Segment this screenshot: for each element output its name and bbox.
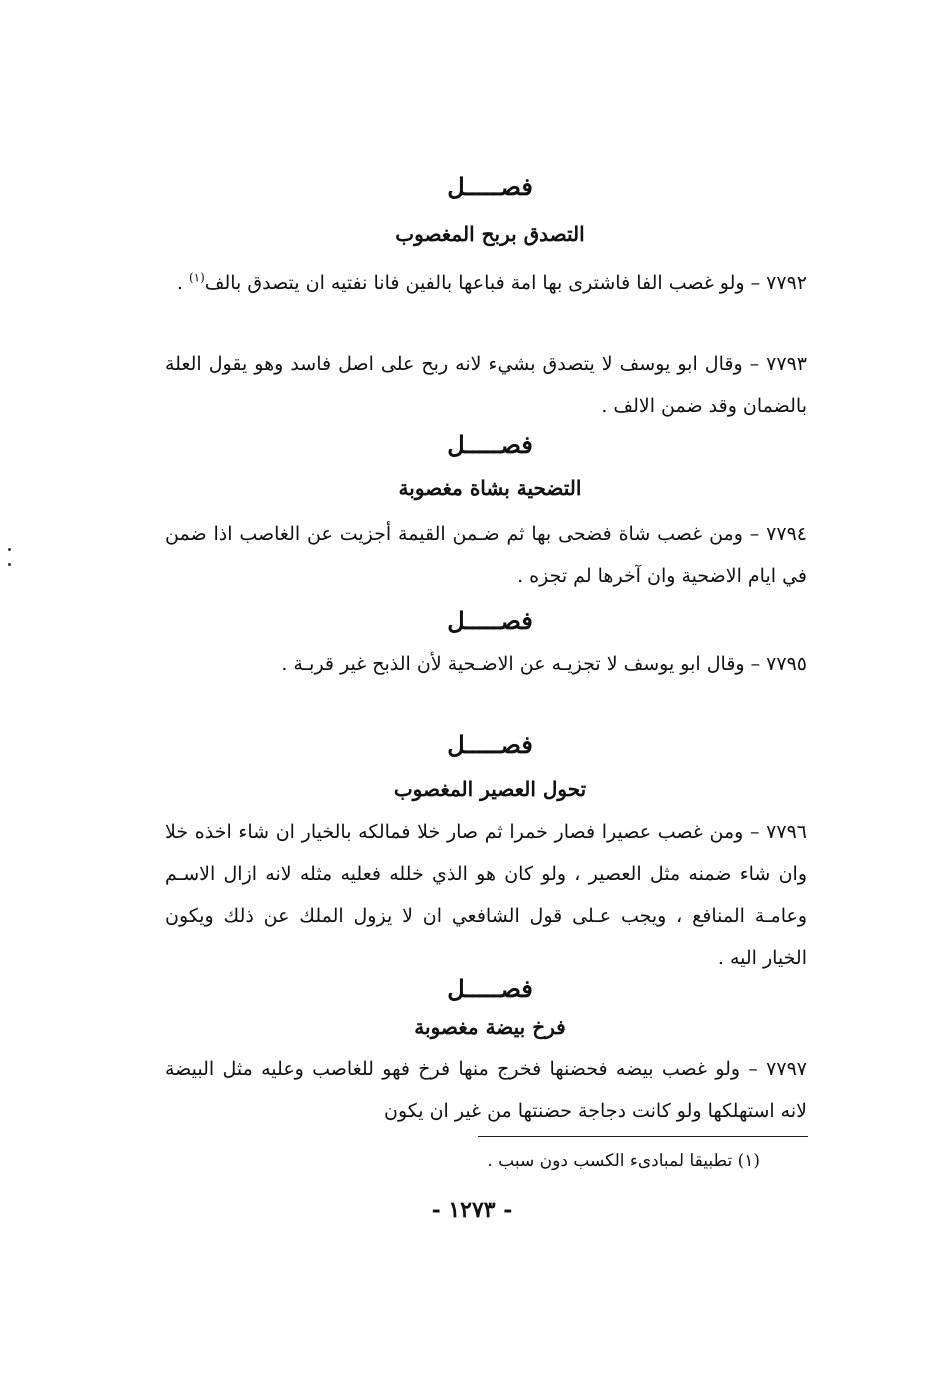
- footnote-ref-1: (١): [188, 270, 205, 285]
- paragraph-7793: ٧٧٩٣ – وقال ابو يوسف لا يتصدق بشيء لانه ربح على اصل فاسد وهو يقول العلة بالضمان وقد ضمن الالف .: [165, 353, 807, 417]
- paragraph-7792-text: ٧٧٩٢ – ولو غصب الفا فاشترى بها امة فباعها بالفين فانا نفتيه ان يتصدق بالف: [204, 272, 807, 294]
- section-subtitle-4: تحول العصير المغصوب: [393, 777, 587, 801]
- section-subtitle-2: التضحية بشاة مغصوبة: [398, 476, 582, 500]
- section-subtitle-1: التصدق بربح المغصوب: [395, 222, 585, 246]
- paragraph-7792-tail: .: [176, 272, 189, 294]
- footnote-1: (١) تطبيقا لمبادىء الكسب دون سبب .: [487, 1151, 760, 1171]
- section-heading-3: فصـــــل: [447, 606, 533, 635]
- scan-speck: [8, 548, 11, 551]
- paragraph-7792: [165, 262, 807, 304]
- section-subtitle-5: فرخ بيضة مغصوبة: [414, 1015, 566, 1039]
- paragraph-7797: ٧٧٩٧ – ولو غصب بيضه فحضنها فخرج منها فرخ فهو للغاصب وعليه مثل البيضة لانه استهلكها ولو كانت دجاجة حضنتها من غير ان يكون: [165, 1058, 807, 1122]
- scan-speck: [8, 563, 11, 566]
- paragraph-7796: ٧٧٩٦ – ومن غصب عصيرا فصار خمرا ثم صار خلا فمالكه بالخيار ان شاء اخذه خلا وان شاء ضمنه مثل العصير ، ولو كان هو الذي خلله فعليه مثله لانه ازال الاسـم وعامـة المنافع ، ويجب عـلى قول الشافعي ان لا يزول الملك عن ذلك ويكون الخيار اليه .: [165, 821, 807, 969]
- page-number: - ١٢٧٣ -: [431, 1197, 513, 1223]
- section-heading-4: فصـــــل: [447, 730, 533, 759]
- footnote-divider: [478, 1136, 808, 1137]
- section-heading-2: فصـــــل: [447, 430, 533, 459]
- paragraph-7794: ٧٧٩٤ – ومن غصب شاة فضحى بها ثم ضـمن القيمة أجزيت عن الغاصب اذا ضمن في ايام الاضحية وان آخرها لم تجزه .: [165, 523, 807, 587]
- section-heading-5: فصـــــل: [447, 974, 533, 1003]
- section-heading-1: فصـــــل: [447, 172, 533, 201]
- paragraph-7795: ٧٧٩٥ – وقال ابو يوسف لا تجزيـه عن الاضـحية لأن الذبح غير قربـة .: [281, 653, 807, 675]
